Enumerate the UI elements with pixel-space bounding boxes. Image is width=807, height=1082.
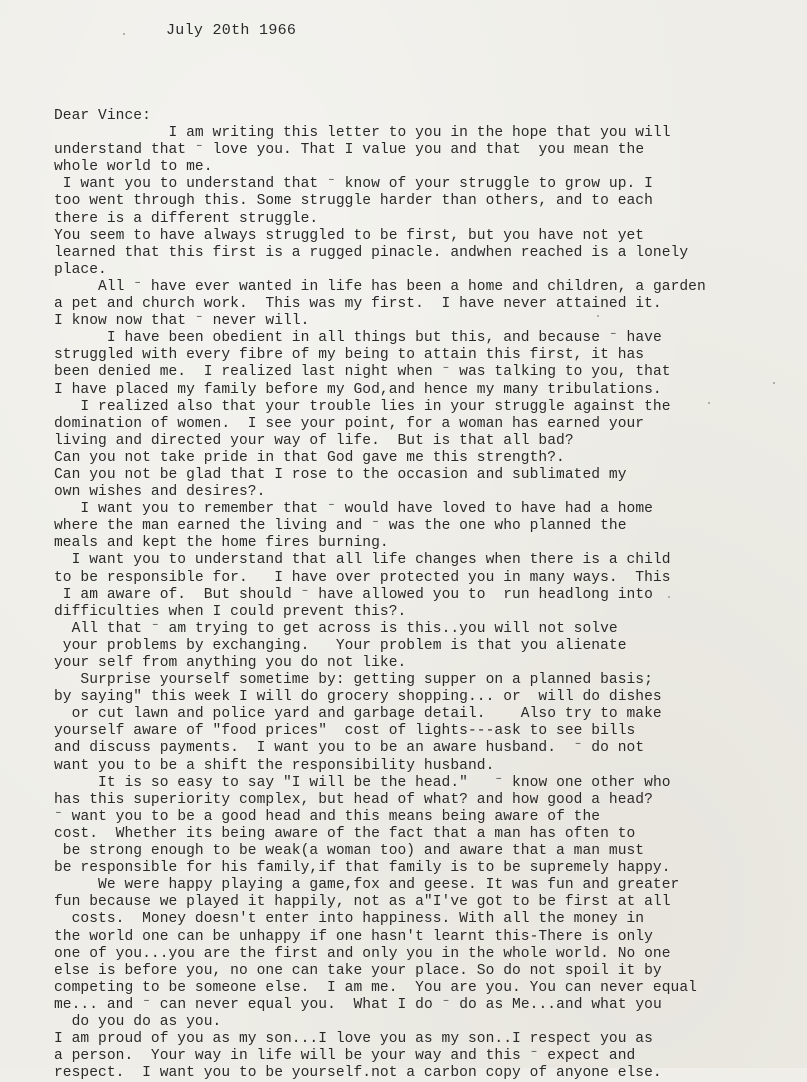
text-line: I have placed my family before my God,and hence my many tribulations. bbox=[54, 381, 662, 398]
text-line: want you to be a shift the responsibility husband. bbox=[54, 757, 495, 774]
letter-date: July 20th 1966 bbox=[166, 22, 297, 39]
text-line: cost. Whether its being aware of the fact that a man has often to bbox=[54, 825, 636, 842]
text-line: do you do as you. bbox=[54, 1013, 222, 1030]
text-line: has this superiority complex, but head of what? and how good a head? bbox=[54, 791, 653, 808]
paper-speck bbox=[123, 33, 125, 35]
text-line: place. bbox=[54, 261, 107, 278]
text-line: whole world to me. bbox=[54, 159, 213, 176]
text-line: I know now that ⁻ never will. bbox=[54, 313, 310, 330]
text-line: You seem to have always struggled to be first, but you have not yet bbox=[54, 227, 645, 244]
paper-speck bbox=[773, 382, 775, 384]
text-line: meals and kept the home fires burning. bbox=[54, 535, 389, 552]
text-line: Can you not take pride in that God gave me this strength?. bbox=[54, 449, 565, 466]
text-line: your self from anything you do not like. bbox=[54, 655, 407, 671]
text-line: I am proud of you as my son...I love you as my son..I respect you as bbox=[54, 1031, 653, 1048]
text-line: competing to be someone else. I am me. You are you. You can never equal bbox=[54, 979, 697, 996]
text-line: fun because we played it happily, not as a"I've got to be first at all bbox=[54, 894, 671, 911]
text-line: All that ⁻ am trying to get across is this..you will not solve bbox=[54, 620, 618, 637]
text-line: learned that this first is a rugged pinacle. andwhen reached is a lonely bbox=[54, 244, 689, 261]
text-line: understand that ⁻ love you. That I value you and that you mean the bbox=[54, 142, 645, 159]
text-line: there is a different struggle. bbox=[54, 210, 319, 227]
text-line: It is so easy to say "I will be the head." ⁻ know one other who bbox=[54, 774, 671, 791]
paper-speck bbox=[597, 315, 599, 317]
text-line: Can you not be glad that I rose to the occasion and sublimated my bbox=[54, 466, 627, 483]
text-line: a pet and church work. This was my first. I have never attained it. bbox=[54, 296, 662, 313]
text-line: I have been obedient in all things but this, and because ⁻ have bbox=[54, 330, 662, 347]
text-line: or cut lawn and police yard and garbage detail. Also try to make bbox=[54, 706, 662, 723]
text-line: be strong enough to be weak(a woman too) and aware that a man must bbox=[54, 843, 645, 860]
text-line: We were happy playing a game,fox and geese. It was fun and greater bbox=[54, 877, 680, 894]
text-line: I realized also that your trouble lies in your struggle against the bbox=[54, 398, 671, 415]
text-line: a person. Your way in life will be your way and this ⁻ expect and bbox=[54, 1048, 636, 1065]
text-line: yourself aware of "food prices" cost of lights---ask to see bills bbox=[54, 723, 636, 740]
text-line: respect. I want you to be yourself.not a carbon copy of anyone else. bbox=[54, 1065, 662, 1082]
text-line: Surprise yourself sometime by: getting supper on a planned basis; bbox=[54, 672, 653, 689]
text-line: else is before you, no one can take your place. So do not spoil it by bbox=[54, 962, 662, 979]
text-line: costs. Money doesn't enter into happiness. With all the money in bbox=[54, 911, 645, 928]
text-line: living and directed your way of life. But is that all bad? bbox=[54, 432, 574, 449]
text-line: and discuss payments. I want you to be an aware husband. ⁻ do not bbox=[54, 740, 645, 757]
salutation: Dear Vince: bbox=[54, 108, 151, 124]
text-line: be responsible for his family,if that family is to be supremely happy. bbox=[54, 860, 671, 877]
text-line: I want you to remember that ⁻ would have loved to have had a home bbox=[54, 501, 653, 518]
text-line: domination of women. I see your point, for a woman has earned your bbox=[54, 415, 645, 432]
text-line: own wishes and desires?. bbox=[54, 484, 266, 501]
text-line: been denied me. I realized last night when ⁻ was talking to you, that bbox=[54, 364, 671, 381]
text-line: I am aware of. But should ⁻ have allowed you to run headlong into bbox=[54, 586, 653, 603]
text-line: All ⁻ have ever wanted in life has been a home and children, a garden bbox=[54, 278, 706, 295]
text-line: to be responsible for. I have over protected you in many ways. This bbox=[54, 569, 671, 586]
text-line: one of you...you are the first and only you in the whole world. No one bbox=[54, 945, 671, 962]
text-line: where the man earned the living and ⁻ was the one who planned the bbox=[54, 518, 627, 535]
text-line: by saying" this week I will do grocery shopping... or will do dishes bbox=[54, 689, 662, 706]
text-line: ⁻ want you to be a good head and this means being aware of the bbox=[54, 808, 601, 825]
paper-speck bbox=[708, 402, 710, 404]
text-line: I want you to understand that ⁻ know of your struggle to grow up. I bbox=[54, 176, 653, 193]
text-line: difficulties when I could prevent this?. bbox=[54, 603, 407, 620]
text-line: me... and ⁻ can never equal you. What I do ⁻ do as Me...and what you bbox=[54, 996, 662, 1013]
text-line: struggled with every fibre of my being to attain this first, it has bbox=[54, 347, 645, 364]
text-line: your problems by exchanging. Your problem is that you alienate bbox=[54, 637, 627, 654]
text-line: the world one can be unhappy if one hasn't learnt this-There is only bbox=[54, 928, 653, 945]
text-line: I am writing this letter to you in the hope that you will bbox=[54, 125, 671, 142]
paper-speck bbox=[668, 596, 670, 598]
text-line: I want you to understand that all life changes when there is a child bbox=[54, 552, 671, 569]
text-line: too went through this. Some struggle harder than others, and to each bbox=[54, 193, 653, 210]
letter-body bbox=[54, 108, 799, 1082]
